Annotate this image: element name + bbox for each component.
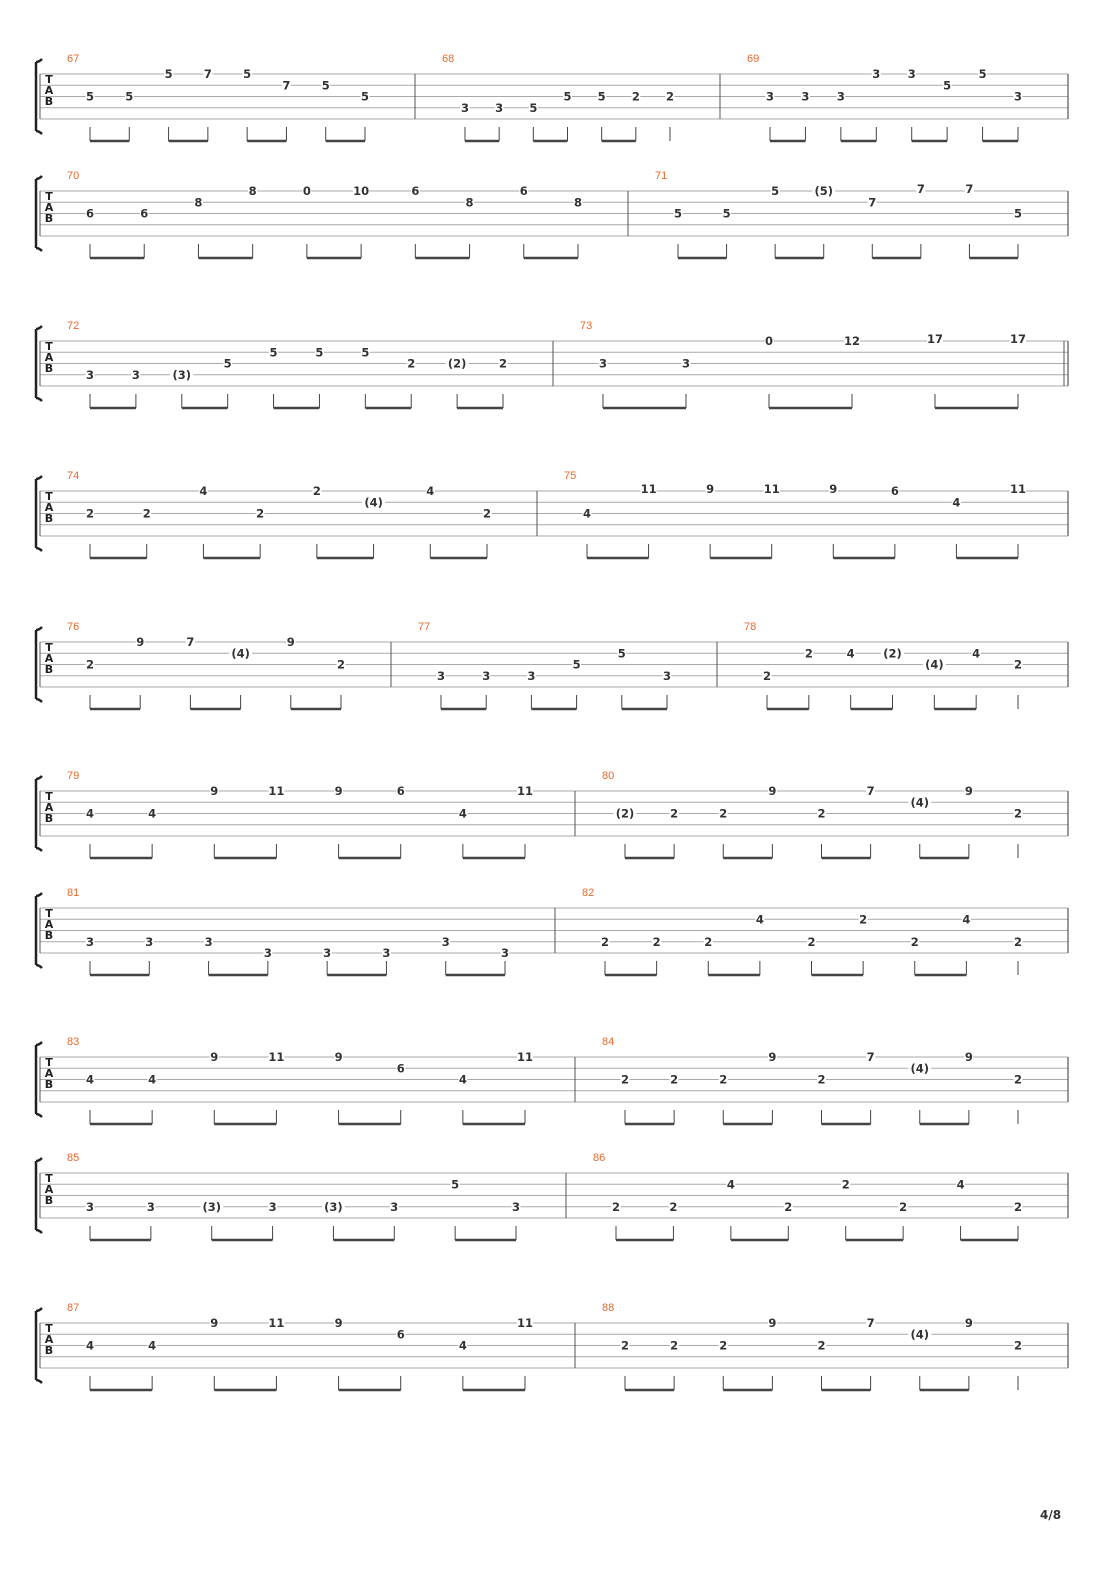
fret-number: 11 <box>516 1316 534 1330</box>
page-number: 4/8 <box>1040 1508 1062 1522</box>
tab-clef-letter: T <box>45 490 53 503</box>
fret-number: 5 <box>85 89 95 104</box>
tab-clef-letter: T <box>45 73 53 86</box>
fret-number: 9 <box>768 784 777 798</box>
tab-clef-letter: T <box>45 1056 53 1069</box>
fret-number: 5 <box>1013 206 1023 221</box>
tab-system <box>36 621 1068 709</box>
measure-number: 69 <box>747 53 760 65</box>
measure-number: 78 <box>744 621 757 633</box>
fret-number: 5 <box>978 67 987 81</box>
fret-number: 0 <box>302 184 311 198</box>
fret-number: (4) <box>364 495 383 510</box>
fret-number: 2 <box>665 89 675 104</box>
fret-number: (5) <box>814 184 833 198</box>
fret-number: 3 <box>500 946 510 960</box>
measure-number: 71 <box>655 170 668 182</box>
fret-number: 3 <box>268 1199 277 1214</box>
fret-number: 4 <box>148 1072 157 1087</box>
fret-number: 2 <box>784 1199 793 1214</box>
fret-number: 3 <box>872 67 881 81</box>
fret-number: 2 <box>817 806 826 821</box>
fret-number: 3 <box>204 934 213 949</box>
fret-number: 2 <box>670 1338 679 1353</box>
fret-number: 9 <box>286 635 295 649</box>
fret-number: 9 <box>334 1050 343 1064</box>
measure-number: 88 <box>602 1302 615 1314</box>
fret-number: 5 <box>360 89 370 104</box>
fret-number: 3 <box>323 946 332 960</box>
fret-number: 2 <box>859 912 868 927</box>
measure-number: 83 <box>67 1036 80 1048</box>
tab-clef-letter: A <box>44 501 54 514</box>
fret-number: 2 <box>804 646 813 661</box>
fret-number: 17 <box>1009 332 1027 346</box>
tab-system <box>36 887 1068 975</box>
fret-number: 11 <box>516 1050 534 1064</box>
fret-number: (3) <box>324 1199 343 1214</box>
fret-number: 7 <box>203 67 212 81</box>
fret-number: 9 <box>210 1316 219 1330</box>
fret-number: 6 <box>411 184 420 198</box>
fret-number: 5 <box>361 345 370 360</box>
tab-clef-letter: B <box>44 212 54 225</box>
fret-number: 9 <box>964 784 973 798</box>
fret-number: 6 <box>396 1327 405 1342</box>
tab-system <box>36 1152 1068 1240</box>
tab-clef-letter: B <box>44 1344 54 1357</box>
measure-number: 68 <box>442 53 455 65</box>
fret-number: 2 <box>817 1072 826 1087</box>
fret-number: 2 <box>652 934 661 949</box>
fret-number: 2 <box>620 1072 630 1087</box>
tab-clef-letter: B <box>44 1194 54 1207</box>
tab-clef-letter: A <box>44 918 54 931</box>
measure-number: 80 <box>602 770 615 782</box>
fret-number: 3 <box>263 946 272 960</box>
fret-number: 3 <box>527 668 536 683</box>
fret-number: 5 <box>722 206 731 221</box>
fret-number: 3 <box>801 89 810 104</box>
fret-number: 2 <box>841 1177 850 1192</box>
fret-number: 5 <box>572 657 581 672</box>
fret-number: 4 <box>85 1072 95 1087</box>
fret-number: 3 <box>1013 89 1023 104</box>
measure-number: 82 <box>582 887 595 899</box>
tab-clef-letter: T <box>45 1322 53 1335</box>
fret-number: 6 <box>140 206 149 221</box>
fret-number: 9 <box>964 1316 973 1330</box>
fret-number: 3 <box>907 67 916 81</box>
fret-number: 4 <box>952 495 961 510</box>
fret-number: 3 <box>482 668 491 683</box>
fret-number: 10 <box>353 184 370 198</box>
fret-number: 3 <box>681 356 691 371</box>
fret-number: 2 <box>1013 1338 1023 1353</box>
fret-number: 3 <box>765 89 775 104</box>
fret-number: 8 <box>248 184 257 198</box>
fret-number: 6 <box>85 206 95 221</box>
tab-clef-letter: A <box>44 351 54 364</box>
fret-number: 8 <box>194 195 203 210</box>
fret-number: 3 <box>436 668 446 683</box>
tab-clef-letter: B <box>44 95 54 108</box>
fret-number: 2 <box>817 1338 826 1353</box>
fret-number: 4 <box>956 1177 965 1192</box>
fret-number: 3 <box>441 934 450 949</box>
fret-number: 5 <box>223 356 232 371</box>
fret-number: 5 <box>164 67 173 81</box>
fret-number: 7 <box>866 784 875 798</box>
fret-number: 2 <box>719 1072 728 1087</box>
fret-number: 9 <box>768 1050 777 1064</box>
measure-number: 73 <box>580 320 593 332</box>
fret-number: 4 <box>148 806 157 821</box>
fret-number: 12 <box>843 334 861 348</box>
tab-clef-letter: A <box>44 1333 54 1346</box>
fret-number: 0 <box>764 334 774 348</box>
fret-number: 9 <box>334 784 343 798</box>
fret-number: 2 <box>719 806 728 821</box>
fret-number: 2 <box>807 934 816 949</box>
fret-number: 8 <box>573 195 583 210</box>
tab-system <box>36 1036 1068 1124</box>
measure-number: 86 <box>593 1152 606 1164</box>
fret-number: 6 <box>396 784 405 798</box>
fret-number: 2 <box>719 1338 728 1353</box>
measure-number: 74 <box>67 470 80 482</box>
fret-number: 2 <box>620 1338 630 1353</box>
fret-number: 3 <box>598 356 608 371</box>
fret-number: 4 <box>458 1072 467 1087</box>
fret-number: (4) <box>231 646 250 661</box>
fret-number: 2 <box>312 484 321 498</box>
fret-number: 9 <box>706 482 715 496</box>
fret-number: 11 <box>268 784 285 798</box>
tab-clef-letter: B <box>44 812 54 825</box>
fret-number: 3 <box>382 946 391 960</box>
tab-clef-letter: B <box>44 1078 54 1091</box>
fret-number: 2 <box>910 934 919 949</box>
fret-number: 7 <box>866 1050 875 1064</box>
measure-number: 72 <box>67 320 80 332</box>
fret-number: (4) <box>910 1061 930 1076</box>
tab-clef-letter: A <box>44 801 54 814</box>
measure-number: 81 <box>67 887 80 899</box>
fret-number: 9 <box>136 635 145 649</box>
tab-clef-letter: B <box>44 362 54 375</box>
fret-number: (4) <box>910 795 930 810</box>
fret-number: 5 <box>771 184 780 198</box>
fret-number: 5 <box>529 100 538 115</box>
fret-number: 4 <box>426 484 435 498</box>
tab-system <box>36 53 1068 141</box>
fret-number: 2 <box>670 1072 679 1087</box>
fret-number: 17 <box>926 332 944 346</box>
measure-number: 75 <box>564 470 577 482</box>
fret-number: 2 <box>85 506 95 521</box>
fret-number: 2 <box>1013 1072 1023 1087</box>
fret-number: 7 <box>186 635 195 649</box>
tab-clef-letter: T <box>45 190 53 203</box>
tab-clef-letter: A <box>44 1183 54 1196</box>
fret-number: 11 <box>763 482 780 496</box>
tab-clef-letter: A <box>44 1067 54 1080</box>
fret-number: 5 <box>597 89 606 104</box>
fret-number: 2 <box>85 657 95 672</box>
fret-number: 4 <box>755 912 764 927</box>
fret-number: 2 <box>256 506 265 521</box>
fret-number: 2 <box>336 657 346 672</box>
fret-number: 4 <box>846 646 855 661</box>
fret-number: 4 <box>962 912 971 927</box>
tab-clef-letter: T <box>45 641 53 654</box>
fret-number: 3 <box>85 934 95 949</box>
fret-number: 6 <box>890 484 899 498</box>
fret-number: 5 <box>563 89 572 104</box>
fret-number: 7 <box>916 182 925 196</box>
fret-number: 9 <box>964 1050 973 1064</box>
measure-number: 87 <box>67 1302 80 1314</box>
fret-number: 3 <box>146 1199 155 1214</box>
tab-clef-letter: T <box>45 907 53 920</box>
fret-number: 5 <box>451 1177 460 1192</box>
tab-clef-letter: T <box>45 340 53 353</box>
fret-number: 7 <box>868 195 877 210</box>
tab-clef-letter: B <box>44 663 54 676</box>
tab-system <box>36 770 1068 858</box>
fret-number: 3 <box>836 89 845 104</box>
tab-system <box>36 470 1068 558</box>
fret-number: (3) <box>172 367 192 382</box>
fret-number: 3 <box>145 934 154 949</box>
tab-clef-letter: B <box>44 929 54 942</box>
fret-number: (2) <box>615 806 635 821</box>
fret-number: 5 <box>617 646 626 661</box>
fret-number: 2 <box>631 89 640 104</box>
fret-number: 3 <box>460 100 470 115</box>
fret-number: 11 <box>640 482 657 496</box>
fret-number: 11 <box>268 1316 285 1330</box>
fret-number: 5 <box>269 345 278 360</box>
fret-number: 2 <box>670 806 679 821</box>
fret-number: 2 <box>482 506 492 521</box>
fret-number: 2 <box>1013 657 1023 672</box>
fret-number: 5 <box>125 89 134 104</box>
tab-clef-letter: T <box>45 790 53 803</box>
fret-number: (4) <box>925 657 944 672</box>
fret-number: 11 <box>268 1050 285 1064</box>
fret-number: 3 <box>511 1199 521 1214</box>
fret-number: (2) <box>883 646 902 661</box>
fret-number: 6 <box>396 1061 405 1076</box>
tab-system <box>36 170 1068 258</box>
tab-system <box>36 320 1068 408</box>
fret-number: 4 <box>199 484 208 498</box>
fret-number: 2 <box>1013 1199 1023 1214</box>
fret-number: 4 <box>148 1338 157 1353</box>
measure-number: 84 <box>602 1036 615 1048</box>
fret-number: 11 <box>1009 482 1027 496</box>
fret-number: (3) <box>202 1199 221 1214</box>
fret-number: 2 <box>498 356 508 371</box>
fret-number: 5 <box>321 78 330 93</box>
fret-number: 2 <box>600 934 610 949</box>
fret-number: 9 <box>829 482 838 496</box>
tab-clef-letter: T <box>45 1172 53 1185</box>
fret-number: (4) <box>910 1327 930 1342</box>
fret-number: 4 <box>726 1177 735 1192</box>
measure-number: 85 <box>67 1152 80 1164</box>
tab-clef-letter: A <box>44 84 54 97</box>
fret-number: 2 <box>899 1199 908 1214</box>
fret-number: 11 <box>516 784 534 798</box>
fret-number: 3 <box>85 367 95 382</box>
fret-number: 7 <box>965 182 974 196</box>
fret-number: 4 <box>582 506 592 521</box>
fret-number: 2 <box>142 506 151 521</box>
tab-clef-letter: B <box>44 512 54 525</box>
fret-number: 4 <box>458 806 467 821</box>
fret-number: 3 <box>131 367 140 382</box>
fret-number: 9 <box>768 1316 777 1330</box>
measure-number: 67 <box>67 53 80 65</box>
fret-number: 9 <box>210 1050 219 1064</box>
fret-number: 3 <box>495 100 504 115</box>
fret-number: 5 <box>943 78 952 93</box>
fret-number: 2 <box>1013 806 1023 821</box>
fret-number: 4 <box>972 646 981 661</box>
fret-number: (2) <box>447 356 467 371</box>
fret-number: 4 <box>85 1338 95 1353</box>
measure-number: 79 <box>67 770 80 782</box>
fret-number: 5 <box>315 345 324 360</box>
fret-number: 2 <box>1013 934 1023 949</box>
fret-number: 3 <box>85 1199 95 1214</box>
fret-number: 7 <box>282 78 291 93</box>
tab-clef-letter: A <box>44 652 54 665</box>
fret-number: 2 <box>611 1199 621 1214</box>
fret-number: 9 <box>210 784 219 798</box>
measure-number: 77 <box>418 621 431 633</box>
fret-number: 7 <box>866 1316 875 1330</box>
measure-number: 76 <box>67 621 80 633</box>
fret-number: 5 <box>673 206 683 221</box>
fret-number: 2 <box>704 934 713 949</box>
fret-number: 3 <box>662 668 672 683</box>
fret-number: 3 <box>390 1199 399 1214</box>
fret-number: 5 <box>243 67 252 81</box>
fret-number: 2 <box>762 668 772 683</box>
tab-system <box>36 1302 1068 1390</box>
fret-number: 9 <box>334 1316 343 1330</box>
fret-number: 2 <box>669 1199 678 1214</box>
fret-number: 4 <box>458 1338 467 1353</box>
measure-number: 70 <box>67 170 80 182</box>
fret-number: 2 <box>407 356 416 371</box>
fret-number: 6 <box>519 184 528 198</box>
fret-number: 4 <box>85 806 95 821</box>
tab-clef-letter: A <box>44 201 54 214</box>
fret-number: 8 <box>465 195 474 210</box>
